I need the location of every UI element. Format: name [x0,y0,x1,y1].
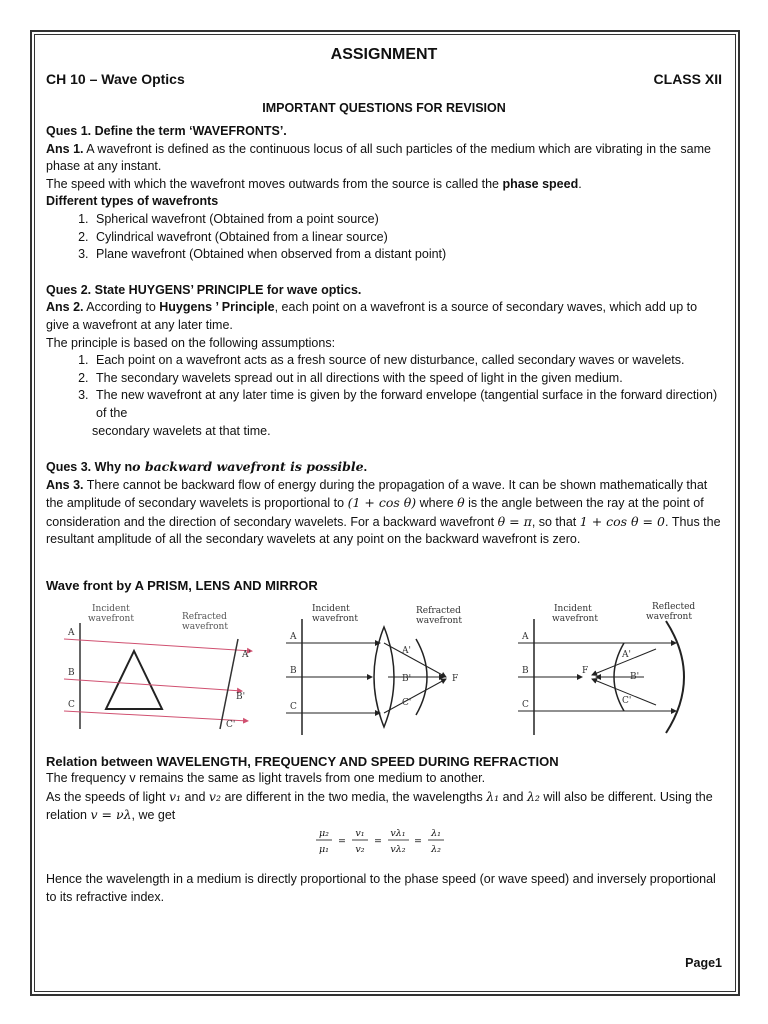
list-item: 2. Cylindrical wavefront (Obtained from a linear source) [92,229,722,247]
prism-diagram [52,599,266,739]
relation-text-end: , we get [131,808,176,823]
ray-a [64,639,252,651]
relation-and: and [181,789,209,804]
question-2: Ques 2. State HUYGENS’ PRINCIPLE for wave optics. [46,282,362,297]
question-3-post: . [363,460,368,475]
answer-2-pre: According to [83,300,160,315]
point-b-prime-label: B' [236,691,246,702]
refracted-wavefront-line [220,639,238,729]
mirror-shape [666,621,684,733]
point-a-label: A [522,631,529,642]
assumption-intro: The principle is based on the following assumptions: [46,335,336,350]
wavefront-types-list [46,211,722,264]
incident-label: Incident [554,603,592,614]
phase-speed-pre: The speed with which the wavefront moves outwards from the source is called the [46,176,503,191]
answer-3 [46,477,722,549]
focus-label: F [452,673,459,684]
incident-label-2: wavefront [88,613,134,624]
point-b-label: B [290,665,297,676]
math-expression: θ = π [497,513,532,529]
ratio-equation [46,825,722,857]
lens-diagram [276,599,490,739]
phase-speed-line [46,176,722,194]
math-v1: v₁ [169,788,182,804]
list-item: 2. The secondary wavelets spread out in all directions with the speed of light in the given medium. [92,370,722,388]
eq-sign: = [414,836,422,848]
reflected-label: Reflected [652,601,696,612]
refracted-label: Refracted [182,611,227,622]
wavefront-types-heading: Different types of wavefronts [46,194,219,209]
point-a-prime-label: A' [402,645,411,656]
relation-text-post: will also be different. Using the relation [46,789,713,823]
question-3 [46,458,722,477]
question-3-pre: Ques 3. Why n [46,460,133,475]
relation-line-1: The frequency v remains the same as light travels from one medium to another. [46,771,486,786]
answer-3-text4: , so that [531,514,580,529]
ray-c [64,711,248,721]
eq-v2: v₂ [355,844,365,856]
point-b-prime-label: B' [630,671,640,682]
page-number: Page1 [685,956,722,970]
point-c-prime-label: C' [622,695,632,706]
relation-text-pre: As the speeds of light [46,789,169,804]
relation-and: and [499,789,527,804]
relation-line-2 [46,788,722,825]
class-name: CLASS XII [653,71,722,87]
math-expression: 1 + cos θ = 0 [579,513,665,529]
figures-heading: Wave front by A PRISM, LENS AND MIRROR [46,578,318,594]
point-c-label: C [290,701,297,712]
answer-3-text3: is the angle between the ray at the point of consideration and the direction of secondary wavelets. For a backward wavefront [46,496,704,529]
subheading: IMPORTANT QUESTIONS FOR REVISION [262,101,506,115]
equation-svg [314,825,454,857]
incident-label-2: wavefront [312,613,358,624]
wavefront-diagrams [46,599,722,741]
incident-label-2: wavefront [552,613,598,624]
list-item: 1. Spherical wavefront (Obtained from a point source) [92,211,722,229]
page-title: ASSIGNMENT [330,46,438,63]
eq-vl2: vλ₂ [390,844,406,856]
eq-mu2: μ₂ [319,828,329,840]
math-v2: v₂ [208,788,221,804]
refracted-label-2: wavefront [182,621,228,632]
refracted-label-2: wavefront [416,615,462,626]
relation-heading: Relation between WAVELENGTH, FREQUENCY AND SPEED DURING REFRACTION [46,753,559,769]
answer-2 [46,299,722,334]
mirror-diagram [506,599,720,739]
math-theta: θ [457,495,465,511]
relation-conclusion: Hence the wavelength in a medium is directly proportional to the phase speed (or wave speed) and inversely proportional to its refractive index. [46,872,716,904]
eq-l1: λ₁ [431,828,441,840]
math-expression: (1 + cos θ) [347,495,417,511]
refracted-label: Refracted [416,605,461,616]
incident-label: Incident [312,603,350,614]
prism-shape [106,651,162,709]
point-c-label: C [522,699,529,710]
reflected-label-2: wavefront [646,611,692,622]
chapter-row [46,68,722,90]
focus-label: F [582,665,589,676]
phase-speed-term: phase speed [502,176,579,191]
point-c-prime-label: C' [402,697,412,708]
question-1: Ques 1. Define the term ‘WAVEFRONTS’. [46,124,287,138]
eq-vl1: vλ₁ [390,828,406,840]
point-a-prime-label: A' [242,649,251,660]
answer-1 [46,141,722,176]
document-body [46,44,722,906]
math-lambda2: λ₂ [526,788,540,804]
answer-3-label: Ans 3. [46,477,84,492]
point-c-prime-label: C' [226,719,236,730]
point-c-label: C [68,699,75,710]
list-item: 1. Each point on a wavefront acts as a fresh source of new disturbance, called secondary waves or wavelets. [92,352,722,370]
point-a-label: A [290,631,297,642]
assumption-continuation: secondary wavelets at that time. [92,423,271,438]
assumptions-list [46,352,722,422]
answer-2-label: Ans 2. [46,300,84,315]
point-b-prime-label: B' [402,673,412,684]
incident-label: Incident [92,603,130,614]
eq-v1: v₁ [355,828,365,840]
eq-l2: λ₂ [431,844,441,856]
answer-3-text5: . Thus the resultant amplitude of all the secondary wavelets at any point on the backward wavefront is zero. [46,514,721,547]
question-3-italic: o backward wavefront is possible [132,459,364,475]
point-b-label: B [68,667,75,678]
list-item: 3. Plane wavefront (Obtained when observed from a distant point) [92,246,722,264]
point-a-prime-label: A' [622,649,631,660]
answer-3-text2: where [416,496,458,511]
point-a-label: A [68,627,75,638]
point-b-label: B [522,665,529,676]
phase-speed-post: . [578,176,582,191]
list-item: 3. The new wavefront at any later time is given by the forward envelope (tangential surface in the forward direction) of the [92,387,722,422]
answer-1-label: Ans 1. [46,141,84,156]
eq-sign: = [374,836,382,848]
chapter-name: CH 10 – Wave Optics [46,71,185,87]
answer-2-post: , each point on a wavefront is a source of secondary waves, which add up to give a wavefront at any later time. [46,300,698,332]
eq-mu1: μ₁ [319,844,329,856]
answer-3-text1: There cannot be backward flow of energy during the propagation of a wave. It can be shown mathematically that the amplitude of secondary wavelets is proportional to [46,477,708,511]
math-lambda1: λ₁ [486,788,500,804]
math-relation: v = νλ [90,807,132,823]
eq-sign: = [338,836,346,848]
answer-1-text: A wavefront is defined as the continuous locus of all such particles of the medium which are vibrating in the same phase at any instant. [46,141,711,174]
relation-text-mid: are different in the two media, the wavelengths [220,789,487,804]
huygens-term: Huygens ’ Principle [159,300,275,315]
